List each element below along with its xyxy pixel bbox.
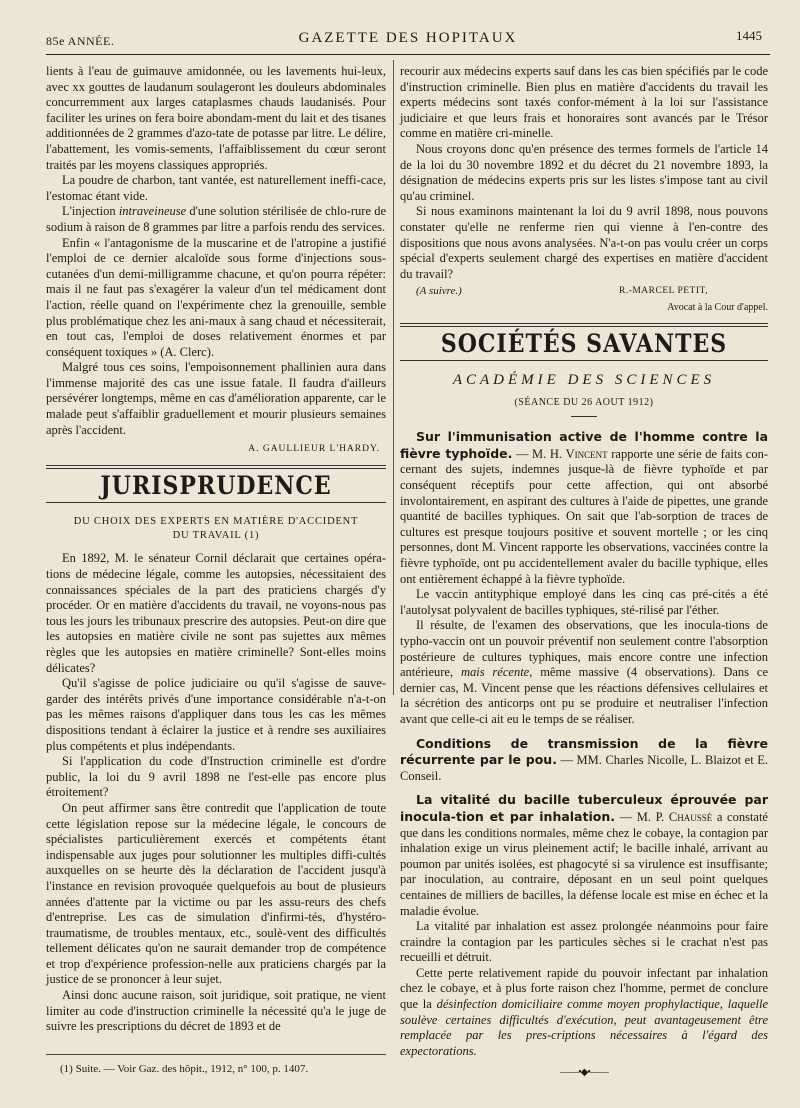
year-label: 85e ANNÉE. xyxy=(46,34,115,48)
item-title: Conditions de transmission de la fièvre récurrente par le pou. xyxy=(400,735,768,768)
item-title: La vitalité du bacille tuberculeux éprouvée par inocula-tion et par inhalation. xyxy=(400,792,768,824)
to-be-continued: (A suivre.) xyxy=(416,285,462,298)
person-name: Vincent xyxy=(565,446,608,461)
short-rule xyxy=(571,416,597,417)
paragraph xyxy=(400,966,768,1060)
text-run: L'injection xyxy=(62,204,119,219)
italic-run: désinfection domiciliaire comme moyen prophylactique, laquelle soulève certaines difficultés d'exécution, peut avantageusement être remplacée par les pres-criptions nécessaires à l'égard des expectorations. xyxy=(400,997,768,1058)
paragraph: La poudre de charbon, tant vantée, est naturellement ineffi-cace, l'estomac étant vide. xyxy=(46,173,386,203)
text-run: , même massive (4 observations). Dans ce dernier cas, M. Vincent pense que les réactions défensives cellulaires et la sécrétion des anticorps ont pu se produire et neutraliser l'infection avant que celle-ci ait eu le temps de se réaliser. xyxy=(400,665,768,726)
person-name: Chaussé xyxy=(668,809,713,824)
text-run: — MM. Charles Nicolle, L. Blaizot et E. Conseil. xyxy=(400,753,768,783)
paragraph: On peut affirmer sans être contredit que l'application de toute cette législation repose sur la médecine légale, le concours de spécialistes particulièrement exercés et compétents étant indispensable aux juges pour solutionner les multiples diffi-cultés auxquelles on se heurte dès la déclaration de l'accident jusqu'à l'instance en revision provoquée quelquefois au bout de plusieurs années d'attente par la victime ou par les assu-reurs des chefs d'entreprise. Les cas de simulation d'infirmi-tés, d'hystéro-traumatisme, de troubles mentaux, etc., soulè-vent des difficultés tellement délicates qu'on ne saurait demander trop de compétence et trop d'expérience profession-nelle aux praticiens chargés par la justice de se prononcer à leur sujet. xyxy=(46,800,386,987)
text-run: a constaté que dans les conditions normales, même chez le cobaye, la contagion par inhalation exige un virus pleinement actif; le bacille inhalé, arrivant au poumon par unités isolées, est phagocyté si sa virulence est insuffisante; par inoculation, au contraire, déposant en un seul point quelques centaines de milliers de bacilles, la défense locale est mise en échec et la maladie évolue. xyxy=(400,809,768,918)
italic-run: intraveineuse xyxy=(118,204,187,219)
signature: A. GAULLIEUR L'HARDY. xyxy=(248,444,380,455)
paragraph: Qu'il s'agisse de police judiciaire ou qu'il s'agisse de sauve-garder des intérêts privés d'une importance considérable n'a-t-on pas les mêmes raisons d'appliquer dans tous les cas les mêmes dispositions tendant à éclairer la justice et à rendre ses auxiliaires plus compétents et plus indépendants. xyxy=(46,676,386,753)
text-run: — M. P. xyxy=(615,809,669,824)
session-date: (SÉANCE DU 26 AOUT 1912) xyxy=(514,396,654,408)
author-name: R.-MARCEL PETIT, xyxy=(618,286,708,297)
article-title-line: DU CHOIX DES EXPERTS EN MATIÈRE D'ACCIDENT xyxy=(73,516,359,528)
section-rule xyxy=(46,465,386,469)
paragraph: Ainsi donc aucune raison, soit juridique, soit pratique, ne vient limiter au code d'instruction criminelle la nécessité qu'a le juge de suivre les prescriptions du décret de 1893 et de xyxy=(46,988,386,1034)
text-run: Il résulte, de l'examen des observations, que les inocula-tions de typho-vaccin ont un pouvoir préventif non seulement contre l'absorption postérieure de cultures typhiques, mais encore contre une infection antérieure, xyxy=(400,618,768,680)
paragraph xyxy=(400,429,768,587)
italic-run: mais récente xyxy=(460,665,530,680)
section-title: JURISPRUDENCE xyxy=(100,470,332,501)
academy-heading: ACADÉMIE DES SCIENCES xyxy=(452,372,716,389)
text-run: rapporte une série de faits con-cernant des sujets, indemnes jusque-là de fièvre typhoïde et par conséquent réceptifs pour cette affection, qui ont absorbé involontairement, en aspirant des cultures à l'aide de pipettes, une grande quantité de bacilles typhiques. On sait que l'ab-sorption de traces de cultures est presque toujours positive et souvent mortelle ; or les cinq personnes, dont M. Vincent rapporte les observations, vaccinées contre la fièvre typhoïde, ont pu accidentellement avaler du bacille typhique, elles ont entièrement échappé à la fièvre typhoïde. xyxy=(400,446,768,586)
end-ornament: ——•◆•—— xyxy=(560,1067,608,1079)
paragraph: Nous croyons donc qu'en présence des termes formels de l'article 14 de la loi du 30 novembre 1892 et du décret du 21 novembre 1893, la désignation de médecins experts pris sur les listes s'impose tant au civil qu'au criminel. xyxy=(400,141,768,203)
header-rule xyxy=(46,54,770,55)
paragraph: lients à l'eau de guimauve amidonnée, ou les lavements hui-leux, avec xx gouttes de laudanum soulageront les douleurs abdominales concurremment aux larges cataplasmes chauds laudanisés. Pour faciliter les urines on fera boire abondam-ment du lait et des tisanes additionnées de 2 grammes d'azo-tate de potasse par litre. Le délire, l'abattement, les vomis-sements, l'affaiblissement du cœur seront traités par les moyens classiques appropriés. xyxy=(46,64,386,172)
author-role: Avocat à la Cour d'appel. xyxy=(667,301,768,313)
page-header xyxy=(46,26,770,52)
paragraph: Si l'application du code d'Instruction criminelle est d'ordre public, la loi du 9 avril 1898 ne l'est-elle pas encore plus étroitement? xyxy=(46,754,386,800)
paragraph xyxy=(400,792,768,919)
text-run: d'une solution stérilisée de chlo-rure de sodium à raison de 8 grammes par litre a parfois rendu des services. xyxy=(46,204,386,234)
paragraph: Enfin « l'antagonisme de la muscarine et de l'atropine a justifié l'emploi de ce dernier alcaloïde sous forme d'injections sous-cutanées d'un demi-milligramme chacune, et qu'on pourra répéter: mais il ne faut pas s'exagérer la valeur d'un tel médicament dont l'action, réelle quand on l'expérimente chez la grenouille, semble plus problématique chez les ani-maux à sang chaud et nécessiterait, en tout cas, l'emploi de doses relativement énormes et par conséquent toxiques » (A. Clerc). xyxy=(46,235,386,359)
signoff xyxy=(400,284,768,315)
paragraph: Malgré tous ces soins, l'empoisonnement phallinien aura dans l'immense majorité des cas une issue fatale. Il faudra d'ailleurs persévérer longtemps, même en cas d'amélioration apparente, car le malade peut s'affaiblir graduellement et mourir plusieurs semaines après l'accident. xyxy=(46,360,386,437)
paragraph xyxy=(400,618,768,727)
paragraph: recourir aux médecins experts sauf dans les cas bien spécifiés par le code d'instruction criminelle. Bien plus en matière d'accidents du travail les experts médecins sont taxés confor-mément à la loi sur l'assistance judiciaire et que leurs frais et honoraires sont avancés par le Trésor comme en matière cri-minelle. xyxy=(400,64,768,141)
section-rule xyxy=(46,502,386,503)
item-title: Sur l'immunisation active de l'homme contre la fièvre typhoïde. xyxy=(400,429,768,461)
paragraph xyxy=(400,736,768,785)
paragraph: En 1892, M. le sénateur Cornil déclarait que certaines opéra-tions de médecine légale, comme les autopsies, nécessitaient des connaissances spéciales de la part des praticiens chargés d'y procéder. Or en matière d'accidents du travail, ne voyons-nous pas tous les jours les tribunaux prescrire des autopsies. Peut-on dire que les autopsies en matière civile ne sont pas sujettes aux mêmes règles que les autopsies en matière criminelle? Sont-elles moins délicates? xyxy=(46,551,386,675)
article-title-line: DU TRAVAIL (1) xyxy=(172,530,260,542)
text-run: Cette perte relativement rapide du pouvoir infectant par inhalation chez le cobaye, et à plus forte raison chez l'homme, permet de conclure que la xyxy=(400,965,768,1012)
article-title xyxy=(46,515,386,543)
footnote-rule xyxy=(46,1054,386,1055)
journal-title: GAZETTE DES HOPITAUX xyxy=(298,30,518,46)
section-rule xyxy=(400,323,768,327)
column-divider xyxy=(393,60,394,695)
section-rule xyxy=(400,360,768,361)
section-title: SOCIÉTÉS SAVANTES xyxy=(440,328,728,359)
text-run: — M. H. xyxy=(512,446,566,461)
page-number: 1445 xyxy=(736,28,762,43)
footnote: (1) Suite. — Voir Gaz. des hôpit., 1912, n° 100, p. 1407. xyxy=(60,1063,309,1075)
right-column xyxy=(400,64,768,1081)
paragraph: Le vaccin antityphique employé dans les cinq cas pré-cités a été l'autolysat polyvalent de bacilles typhiques, sté-rilisé par l'éther. xyxy=(400,587,768,617)
signoff-row xyxy=(400,284,768,300)
left-column xyxy=(46,64,386,1035)
paragraph: Si nous examinons maintenant la loi du 9 avril 1898, nous pouvons constater qu'elle ne renferme rien qui vienne à l'en-contre des dispositions que nous avons analysées. N'a-t-on pas voulu créer un corps spécial d'experts seulement chargé des expertises en matière d'accident du travail? xyxy=(400,204,768,281)
paragraph: La vitalité par inhalation est assez prolongée néanmoins pour faire craindre la contagion par les particules sèches si le crachat n'est pas recueilli et détruit. xyxy=(400,919,768,965)
paragraph xyxy=(46,204,386,235)
